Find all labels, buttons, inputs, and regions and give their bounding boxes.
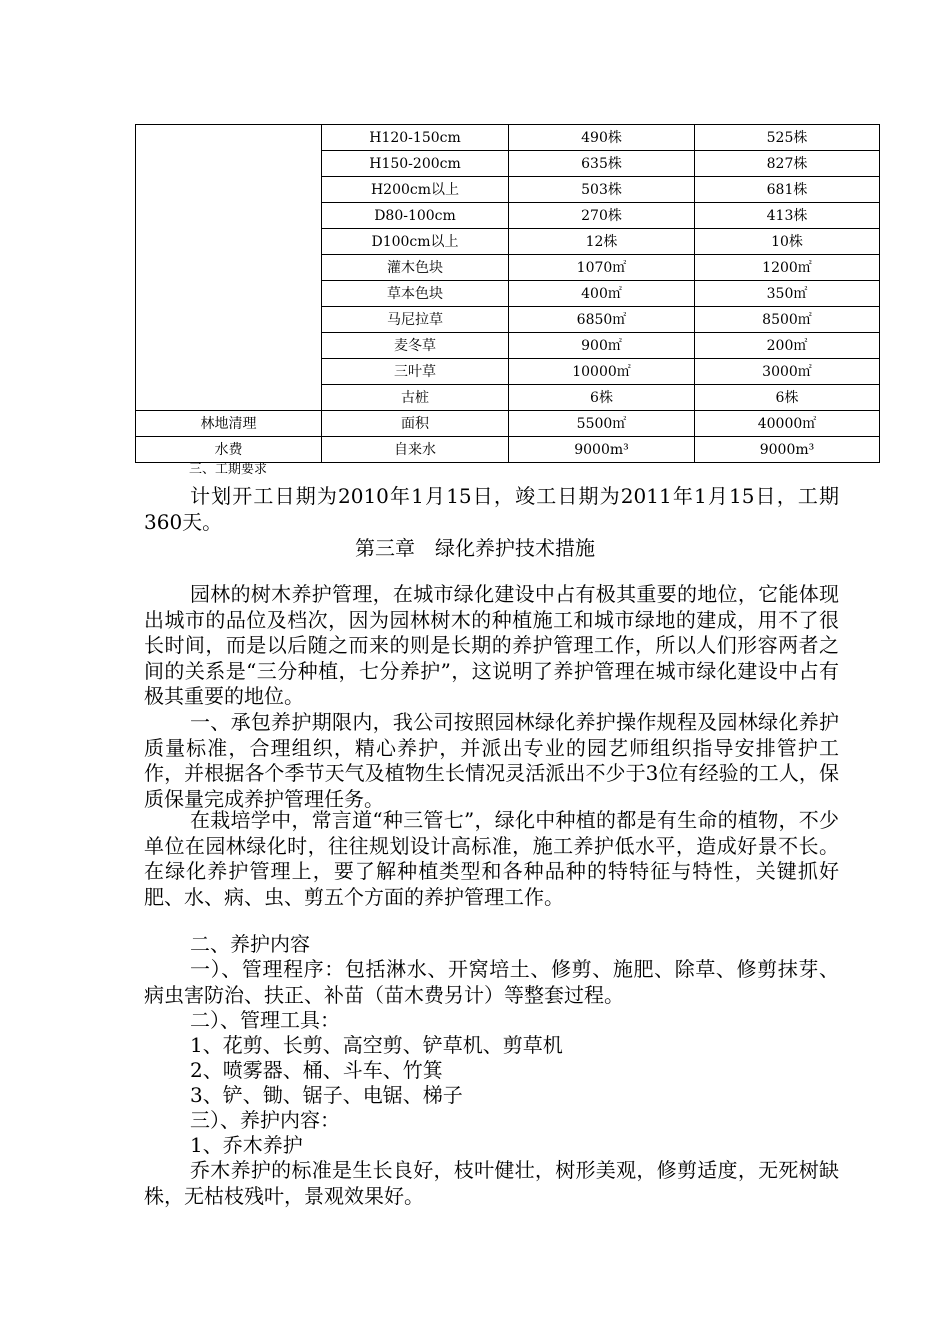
table-cell-item: 三叶草: [322, 359, 509, 385]
table-cell-value-b: 9000m³: [695, 437, 880, 463]
table-cell-value-b: 1200㎡: [695, 255, 880, 281]
tree-maintenance-heading: 1、乔木养护: [190, 1133, 303, 1157]
table-cell-value-b: 3000㎡: [695, 359, 880, 385]
table-cell-value-a: 900㎡: [509, 333, 695, 359]
table-cell-item: 麦冬草: [322, 333, 509, 359]
table-cell-item: D80-100cm: [322, 203, 509, 229]
table-cell-item: H120-150cm: [322, 125, 509, 151]
quantity-table: [135, 124, 880, 463]
table-cell-value-a: 6850㎡: [509, 307, 695, 333]
content-heading: 三）、养护内容：: [190, 1108, 340, 1132]
table-cell-value-b: 350㎡: [695, 281, 880, 307]
table-cell-category: 水费: [136, 437, 322, 463]
table-cell-item: H200cm以上: [322, 177, 509, 203]
table-cell-value-a: 400㎡: [509, 281, 695, 307]
table-cell-item: 自来水: [322, 437, 509, 463]
table-cell-value-b: 681株: [695, 177, 880, 203]
table-cell-value-a: 635株: [509, 151, 695, 177]
table-cell-value-b: 413株: [695, 203, 880, 229]
section-heading-maintenance: 二、养护内容: [190, 932, 310, 956]
table-cell-value-b: 10株: [695, 229, 880, 255]
table-cell-item: 马尼拉草: [322, 307, 509, 333]
table-cell-value-a: 9000m³: [509, 437, 695, 463]
table-row: [136, 125, 880, 151]
table-cell-item: D100cm以上: [322, 229, 509, 255]
table-row: [136, 411, 880, 437]
table-cell-value-b: 40000㎡: [695, 411, 880, 437]
chapter-title: 第三章 绿化养护技术措施: [355, 536, 595, 560]
table-cell-value-a: 503株: [509, 177, 695, 203]
table-row: [136, 437, 880, 463]
table-cell-value-a: 1070㎡: [509, 255, 695, 281]
table-cell-value-b: 6株: [695, 385, 880, 411]
section-heading-schedule: 三、工期要求: [189, 462, 268, 477]
paragraph-procedure: 一）、管理程序：包括淋水、开窝培土、修剪、施肥、除草、修剪抹芽、病虫害防治、扶正、补苗（苗木费另计）等整套过程。: [144, 957, 839, 1007]
paragraph-cultivation: 在栽培学中，常言道“种三管七”，绿化中种植的都是有生命的植物，不少单位在园林绿化时，往往规划设计高标准，施工养护低水平，造成好景不长。在绿化养护管理上，要了解种植类型和各种品种的特特征与特性，关键抓好肥、水、病、虫、剪五个方面的养护管理工作。: [144, 808, 839, 909]
table-cell-value-a: 270株: [509, 203, 695, 229]
table-cell-value-b: 827株: [695, 151, 880, 177]
tools-list-item: 2、喷雾器、桶、斗车、竹箕: [190, 1058, 443, 1082]
tools-list-item: 1、花剪、长剪、高空剪、铲草机、剪草机: [190, 1033, 563, 1057]
table-cell-value-a: 5500㎡: [509, 411, 695, 437]
table-cell-value-b: 200㎡: [695, 333, 880, 359]
table-cell-value-a: 10000㎡: [509, 359, 695, 385]
table-cell-item: 草本色块: [322, 281, 509, 307]
tree-maintenance-paragraph: 乔木养护的标准是生长良好，枝叶健壮，树形美观，修剪适度，无死树缺株，无枯枝残叶，景观效果好。: [144, 1158, 839, 1208]
schedule-paragraph: 计划开工日期为2010年1月15日，竣工日期为2011年1月15日，工期360天。: [144, 484, 839, 534]
intro-paragraph: 园林的树木养护管理，在城市绿化建设中占有极其重要的地位，它能体现出城市的品位及档次，因为园林树木的种植施工和城市绿地的建成，用不了很长时间，而是以后随之而来的则是长期的养护管理工作，所以人们形容两者之间的关系是“三分种植，七分养护”，这说明了养护管理在城市绿化建设中占有极其重要的地位。: [144, 582, 839, 709]
table-cell-item: H150-200cm: [322, 151, 509, 177]
tools-heading: 二）、管理工具：: [190, 1008, 340, 1032]
table-cell-value-a: 6株: [509, 385, 695, 411]
paragraph-contract-period: 一、承包养护期限内，我公司按照园林绿化养护操作规程及园林绿化养护质量标准，合理组织，精心养护，并派出专业的园艺师组织指导安排管护工作，并根据各个季节天气及植物生长情况灵活派出不少于3位有经验的工人，保质保量完成养护管理任务。: [144, 710, 839, 811]
table-cell-category: 林地清理: [136, 411, 322, 437]
table-cell-value-b: 8500㎡: [695, 307, 880, 333]
table-cell-item: 古桩: [322, 385, 509, 411]
tools-list-item: 3、铲、锄、锯子、电锯、梯子: [190, 1083, 463, 1107]
table-cell-value-a: 12株: [509, 229, 695, 255]
table-cell-item: 面积: [322, 411, 509, 437]
table-cell-value-a: 490株: [509, 125, 695, 151]
table-cell-category-merged: [136, 125, 322, 411]
table-cell-item: 灌木色块: [322, 255, 509, 281]
table-cell-value-b: 525株: [695, 125, 880, 151]
